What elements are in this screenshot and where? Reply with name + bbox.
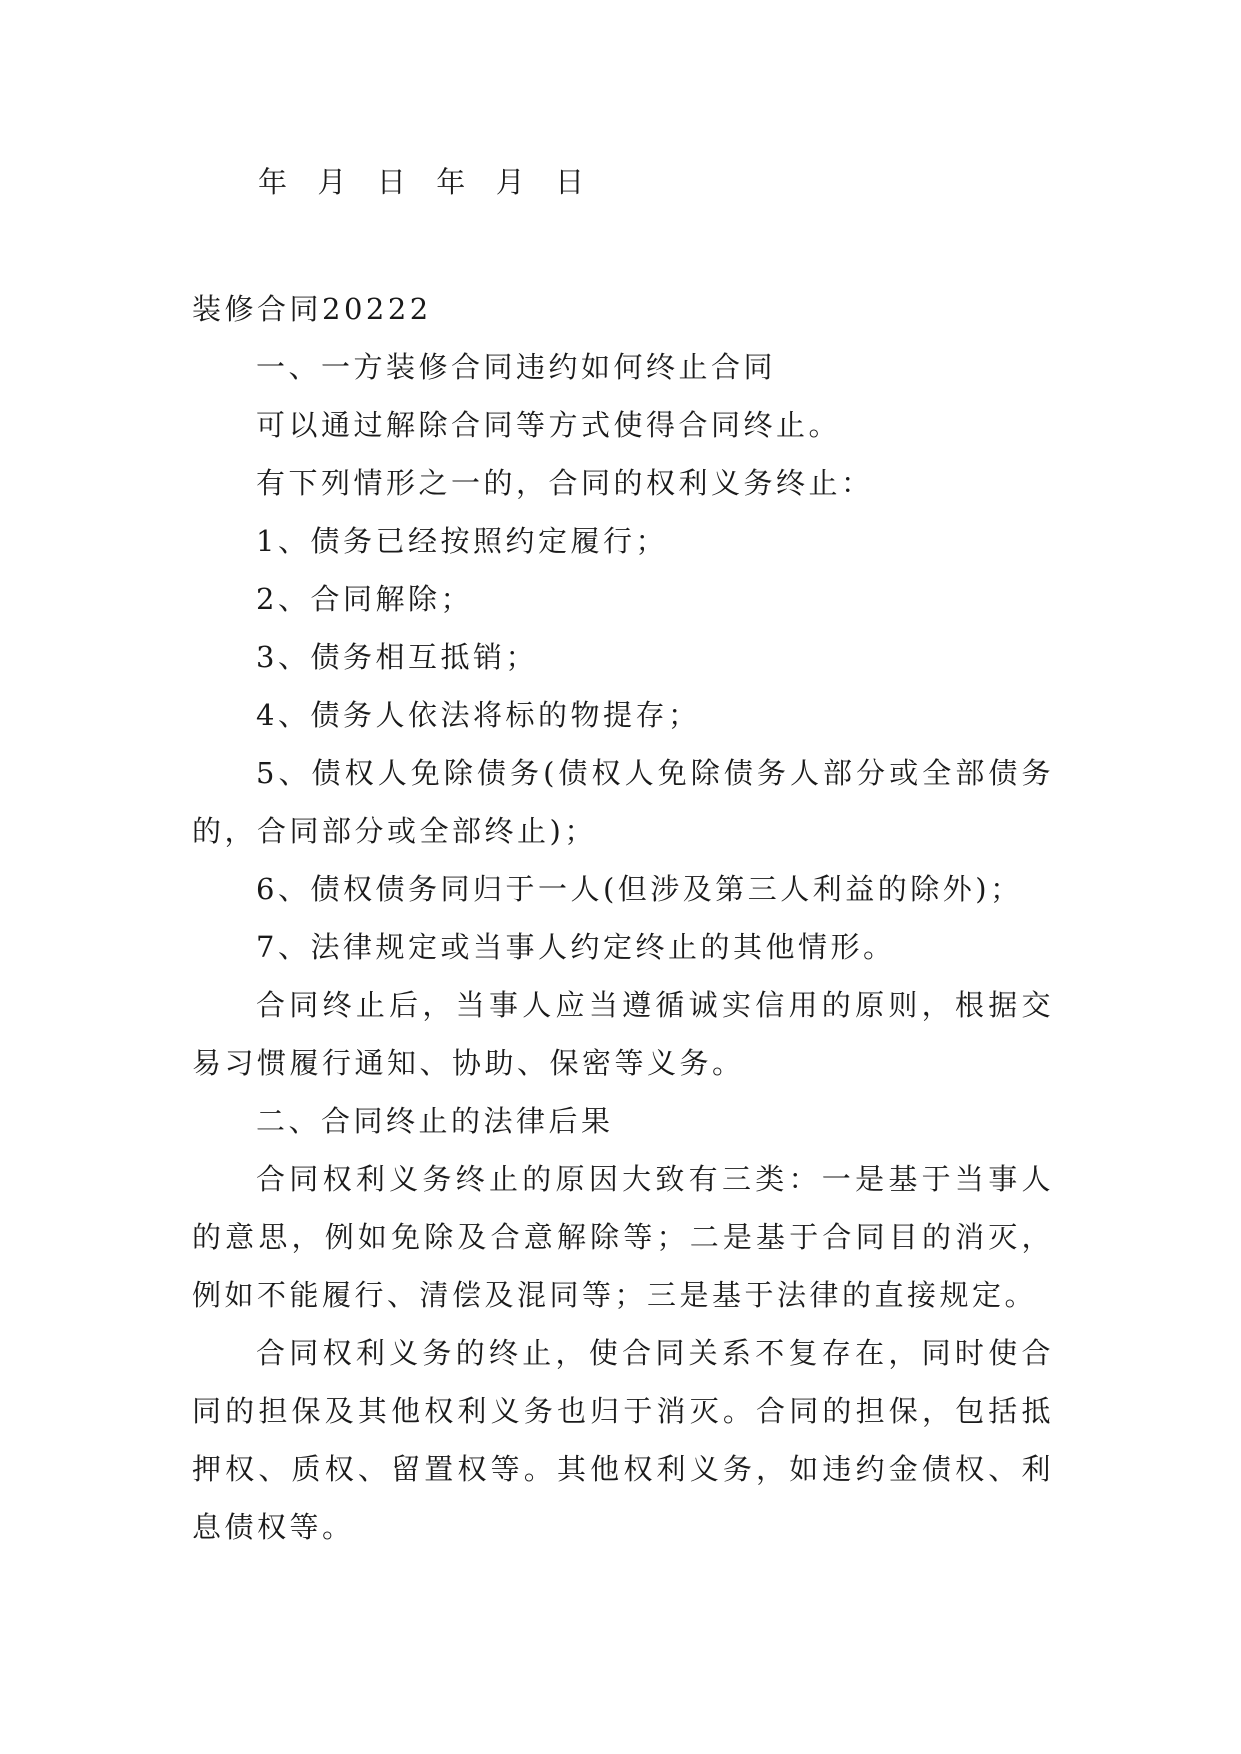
paragraph: 有下列情形之一的，合同的权利义务终止： xyxy=(256,466,874,500)
section-heading-2: 二、合同终止的法律后果 xyxy=(256,1104,614,1138)
document-title: 装修合同20222 xyxy=(192,292,432,326)
paragraph: 合同权利义务的终止，使合同关系不复存在，同时使合同的担保及其他权利义务也归于消灭。合同的担保，包括抵押权、质权、留置权等。其他权利义务，如违约金债权、利息债权等。 xyxy=(192,1336,1054,1544)
document-body xyxy=(192,280,1054,1556)
list-item: 1、债务已经按照约定履行； xyxy=(256,524,668,558)
section-heading-1: 一、一方装修合同违约如何终止合同 xyxy=(256,350,777,384)
paragraph: 合同终止后，当事人应当遵循诚实信用的原则，根据交易习惯履行通知、协助、保密等义务。 xyxy=(192,988,1054,1080)
list-item: 3、债务相互抵销； xyxy=(256,640,538,674)
date-signature-line: 年 月 日 年 月 日 xyxy=(258,165,589,199)
list-item: 6、债权债务同归于一人(但涉及第三人利益的除外)； xyxy=(256,872,1023,906)
list-item: 2、合同解除； xyxy=(256,582,473,616)
list-item: 5、债权人免除债务(债权人免除债务人部分或全部债务的，合同部分或全部终止)； xyxy=(192,756,1054,848)
paragraph: 合同权利义务终止的原因大致有三类：一是基于当事人的意思，例如免除及合意解除等；二是基于合同目的消灭，例如不能履行、清偿及混同等；三是基于法律的直接规定。 xyxy=(192,1162,1054,1312)
paragraph: 可以通过解除合同等方式使得合同终止。 xyxy=(256,408,842,442)
list-item: 4、债务人依法将标的物提存； xyxy=(256,698,701,732)
list-item: 7、法律规定或当事人约定终止的其他情形。 xyxy=(256,930,896,964)
